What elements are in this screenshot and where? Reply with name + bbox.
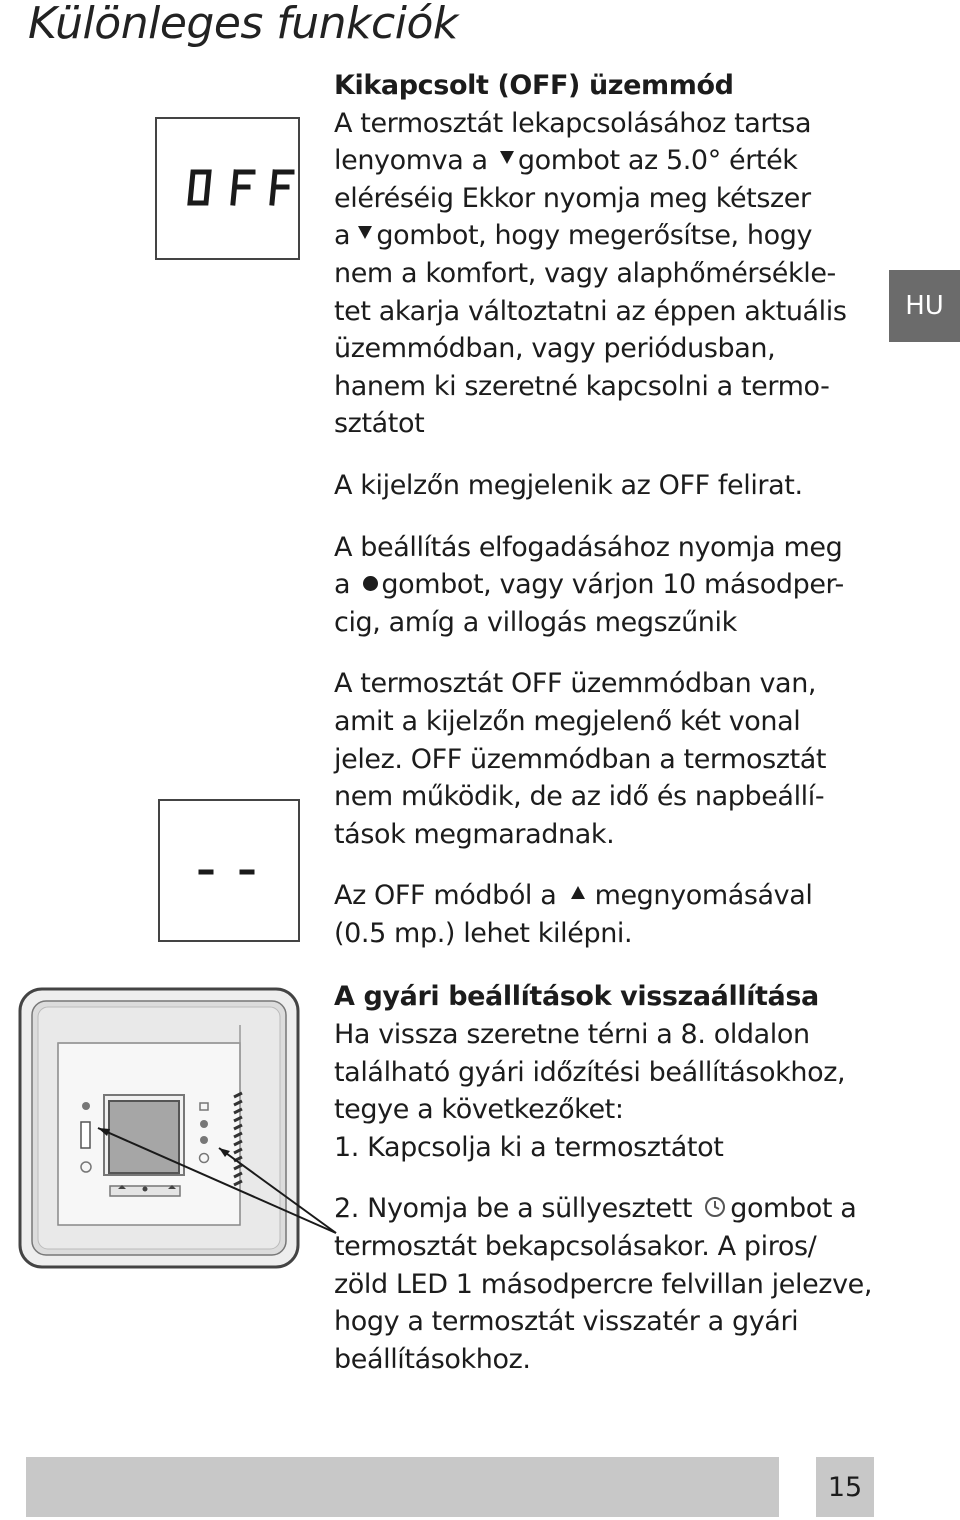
page-number: 15 xyxy=(816,1457,874,1517)
text-column xyxy=(334,67,894,1378)
text-line: tások megmaradnak. xyxy=(334,818,615,850)
language-tab: HU xyxy=(889,270,960,342)
text-line: termosztát bekapcsolásakor. A piros/ xyxy=(334,1231,817,1263)
text-line xyxy=(334,217,894,255)
up-triangle-icon xyxy=(571,886,585,899)
text-fragment: gombot az 5.0° érték xyxy=(517,145,798,177)
text-line: A termosztát OFF üzemmódban van, xyxy=(334,668,817,700)
text-line xyxy=(334,877,894,915)
text-fragment: 2. Nyomja be a süllyesztett xyxy=(334,1193,693,1225)
text-line xyxy=(334,142,894,180)
page-title: Különleges funkciók xyxy=(28,0,458,49)
text-line xyxy=(334,566,894,604)
text-fragment: gombot, hogy megerősítse, hogy xyxy=(376,220,813,252)
text-line: cig, amíg a villogás megszűnik xyxy=(334,606,737,638)
text-fragment: gombot a xyxy=(730,1193,857,1225)
lcd-dash-segments xyxy=(160,801,298,940)
text-line: A beállítás elfogadásához nyomja meg xyxy=(334,531,843,563)
down-triangle-icon xyxy=(500,151,514,164)
text-line: található gyári időzítési beállításokhoz, xyxy=(334,1056,846,1088)
text-line xyxy=(334,1190,894,1228)
text-line: zöld LED 1 másodpercre felvillan jelezve, xyxy=(334,1268,873,1300)
lcd-off-segments xyxy=(157,119,298,258)
text-line: amit a kijelzőn megjelenő két vonal xyxy=(334,705,801,737)
footer-bar xyxy=(26,1457,779,1517)
text-line: nem működik, de az idő és napbeállí- xyxy=(334,781,825,813)
text-line: Ha vissza szeretne térni a 8. oldalon xyxy=(334,1019,810,1051)
down-triangle-icon xyxy=(358,226,372,239)
text-line: üzemmódban, vagy periódusban, xyxy=(334,333,776,365)
text-fragment: gombot, vagy várjon 10 másodper- xyxy=(381,569,844,601)
text-fragment: a xyxy=(334,220,351,252)
text-line: nem a komfort, vagy alaphőmérsékle- xyxy=(334,257,836,289)
section-heading-off: Kikapcsolt (OFF) üzemmód xyxy=(334,70,734,101)
text-line: tet akarja változtatni az éppen aktuális xyxy=(334,295,847,327)
filled-dot-icon xyxy=(363,576,378,591)
text-line: hogy a termosztát visszatér a gyári xyxy=(334,1306,799,1338)
text-line: jelez. OFF üzemmódban a termosztát xyxy=(334,743,827,775)
text-line: A kijelzőn megjelenik az OFF felirat. xyxy=(334,469,803,501)
text-line: beállításokhoz. xyxy=(334,1343,531,1375)
text-fragment: Az OFF módból a xyxy=(334,880,557,912)
text-line: 1. Kapcsolja ki a termosztátot xyxy=(334,1131,724,1163)
lcd-display-dashes xyxy=(158,799,300,942)
text-fragment: megnyomásával xyxy=(594,880,813,912)
clock-icon xyxy=(704,1196,726,1218)
text-line: tegye a következőket: xyxy=(334,1094,624,1126)
thermostat-illustration xyxy=(18,985,338,1270)
text-line: eléréséig Ekkor nyomja meg kétszer xyxy=(334,182,811,214)
text-line: (0.5 mp.) lehet kilépni. xyxy=(334,917,633,949)
text-line: A termosztát lekapcsolásához tartsa xyxy=(334,107,812,139)
text-fragment: lenyomva a xyxy=(334,145,488,177)
text-line: hanem ki szeretné kapcsolni a termo- xyxy=(334,370,830,402)
lcd-display-off xyxy=(155,117,300,260)
section-heading-reset: A gyári beállítások visszaállítása xyxy=(334,981,819,1013)
text-line: sztátot xyxy=(334,408,425,440)
text-fragment: a xyxy=(334,569,351,601)
